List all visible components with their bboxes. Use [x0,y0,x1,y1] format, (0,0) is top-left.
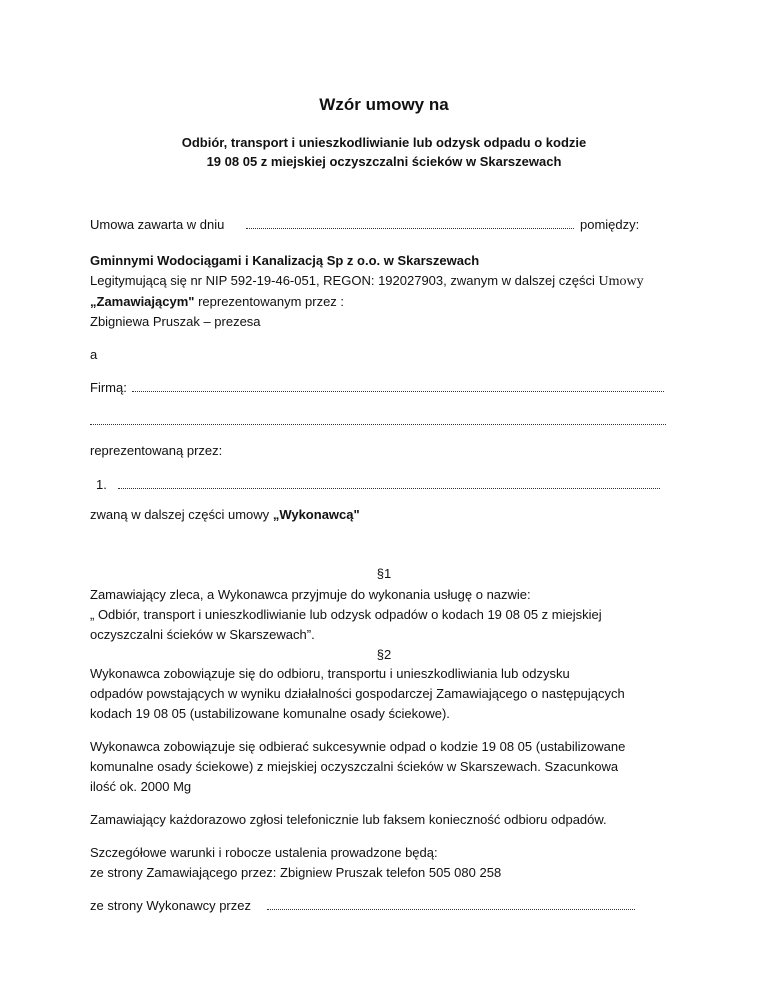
client-name: Gminnymi Wodociągami i Kanalizacją Sp z o.o. w Skarszewach [90,253,480,268]
client-role-line [90,295,344,308]
intro-end-text: pomiędzy: [580,217,640,232]
s2-p2-line-3: ilość ok. 2000 Mg [90,779,192,794]
s2-p2-line-2: komunalne osady ściekowe) z miejskiej oczyszczalni ścieków w Skarszewach. Szacunkowa [90,759,619,774]
s2-p5: ze strony Wykonawcy przez [90,898,251,913]
client-id-word: Umowy [598,274,644,289]
s2-p1-line-2: odpadów powstających w wyniku działalności gospodarczej Zamawiającego o następujących [90,686,625,701]
client-id-line [90,274,644,289]
s1-line-1: Zamawiający zleca, a Wykonawca przyjmuje do wykonania usługę o nazwie: [90,587,531,602]
rep-number: 1. [96,477,107,492]
s2-p4-line-2: ze strony Zamawiającego przez: Zbigniew Pruszak telefon 505 080 258 [90,865,502,880]
date-blank [246,228,574,229]
and-text: a [90,347,98,362]
client-rep-text: reprezentowanym przez : [198,294,345,309]
client-representative: Zbigniewa Pruszak – prezesa [90,314,261,329]
firm-blank-2 [90,424,666,425]
firm-label: Firmą: [90,380,127,395]
s2-p4-line-1: Szczegółowe warunki i robocze ustalenia prowadzone będą: [90,845,438,860]
contractor-role: „Wykonawcą" [272,507,360,522]
firm-blank-1 [132,391,664,392]
subtitle-line-2: 19 08 05 z miejskiej oczyszczalni ścieków w Skarszewach [206,154,562,169]
client-id-text: Legitymującą się nr NIP 592-19-46-051, REGON: 192027903, zwanym w dalszej części [90,273,595,288]
s2-p1-line-1: Wykonawca zobowiązuje się do odbioru, transportu i unieszkodliwiania lub odzysku [90,666,570,681]
s2-p1-line-3: kodach 19 08 05 (ustabilizowane komunalne osady ściekowe). [90,706,450,721]
subtitle-line-1: Odbiór, transport i unieszkodliwianie lub odzysk odpadu o kodzie [181,135,587,150]
s2-p2-line-1: Wykonawca zobowiązuje się odbierać sukcesywnie odpad o kodzie 19 08 05 (ustabilizowane [90,739,626,754]
document-title: Wzór umowy na [319,95,449,114]
represented-by-text: reprezentowaną przez: [90,443,223,458]
s2-p3: Zamawiający każdorazowo zgłosi telefonicznie lub faksem konieczność odbioru odpadów. [90,812,607,827]
s1-line-2: „ Odbiór, transport i unieszkodliwianie lub odzysk odpadów o kodach 19 08 05 z miejskiej [90,607,602,622]
s1-line-3: oczyszczalni ścieków w Skarszewach”. [90,627,315,642]
client-role: „Zamawiającym" [90,294,195,309]
contractor-text: zwaną w dalszej części umowy [90,507,270,522]
contractor-line [90,508,360,521]
intro-text: Umowa zawarta w dniu [90,217,225,232]
section-2-heading: §2 [376,647,392,662]
contractor-contact-blank [267,909,635,910]
rep-blank [118,488,660,489]
section-1-heading: §1 [376,566,392,581]
